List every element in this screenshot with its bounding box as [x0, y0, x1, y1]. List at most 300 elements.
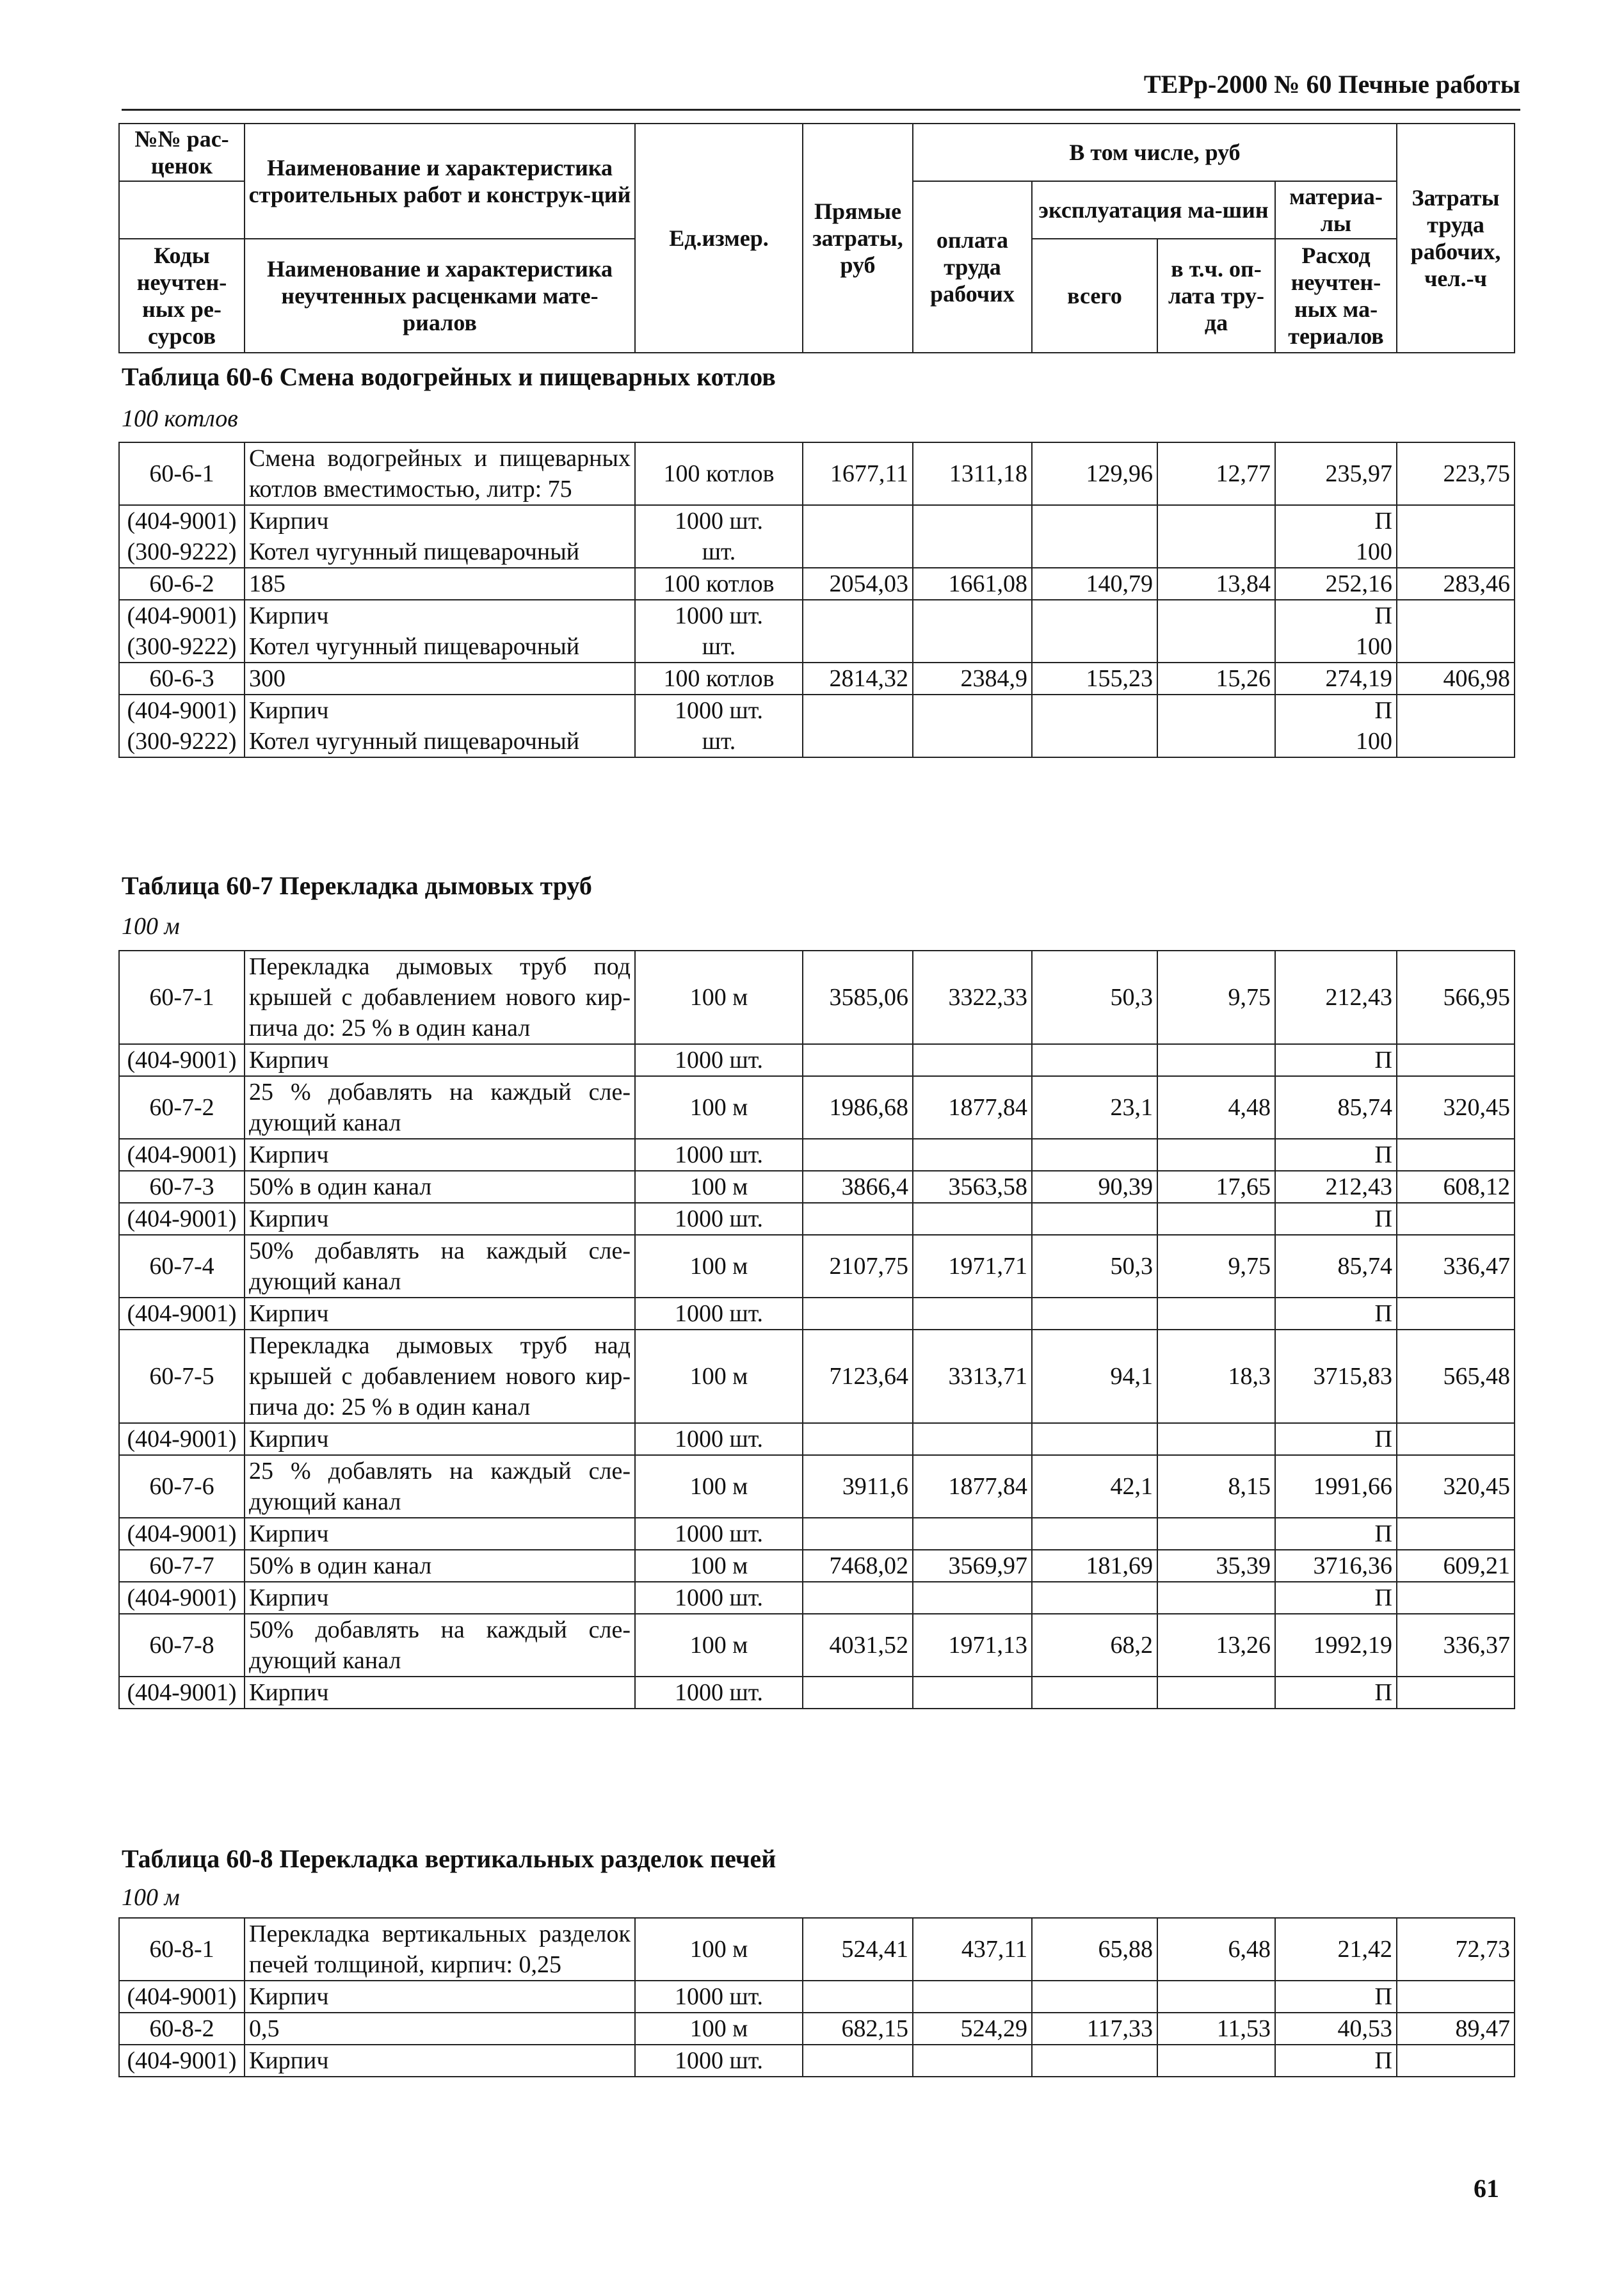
- cell-mach: [1032, 631, 1157, 663]
- cell-mach: [1032, 2045, 1157, 2077]
- cell-code: (300-9222): [119, 536, 245, 568]
- cell-mat: П: [1275, 1203, 1397, 1235]
- cell-unit: 100 м: [635, 1076, 803, 1139]
- cell-wages: 1661,08: [913, 568, 1032, 600]
- rate-row: [119, 1235, 1515, 1298]
- cell-mat: 100: [1275, 631, 1397, 663]
- cell-mat: 85,74: [1275, 1235, 1397, 1298]
- cell-name: Кирпич: [245, 1518, 635, 1550]
- cell-mat: П: [1275, 2045, 1397, 2077]
- cell-wages: [913, 1298, 1032, 1330]
- cell-labor: 283,46: [1397, 568, 1515, 600]
- cell-code: (404-9001): [119, 1044, 245, 1076]
- rate-row: [119, 1614, 1515, 1677]
- cell-mach: 140,79: [1032, 568, 1157, 600]
- cell-mach: 117,33: [1032, 2013, 1157, 2045]
- resource-row: [119, 631, 1515, 663]
- cell-wages: [913, 505, 1032, 536]
- cell-mach: [1032, 536, 1157, 568]
- cell-wages: 437,11: [913, 1918, 1032, 1981]
- cell-unit: 100 м: [635, 1235, 803, 1298]
- col-code-cont: [119, 181, 245, 239]
- cell-mat: П: [1275, 600, 1397, 631]
- resource-row: [119, 2045, 1515, 2077]
- cell-wages: [913, 1677, 1032, 1709]
- cell-direct: [803, 1518, 913, 1550]
- cell-mat: П: [1275, 1298, 1397, 1330]
- cell-unit: 100 м: [635, 1171, 803, 1203]
- cell-wages: [913, 2045, 1032, 2077]
- cell-name: 50% в один канал: [245, 1171, 635, 1203]
- cell-mat: П: [1275, 1423, 1397, 1455]
- cell-wages: 2384,9: [913, 663, 1032, 695]
- cell-labor: [1397, 1203, 1515, 1235]
- cell-mach: 42,1: [1032, 1455, 1157, 1518]
- cell-code: 60-6-3: [119, 663, 245, 695]
- cell-code: (404-9001): [119, 695, 245, 726]
- cell-name: Перекладка дымовых труб под крышей с добавлением нового кир-пича до: 25 % в один канал: [245, 951, 635, 1044]
- cell-labor: [1397, 1423, 1515, 1455]
- cell-mach-w: 9,75: [1157, 1235, 1275, 1298]
- cell-wages: [913, 536, 1032, 568]
- col-code: №№ рас-ценок: [119, 124, 245, 181]
- cell-mach-w: [1157, 536, 1275, 568]
- cell-code: 60-7-1: [119, 951, 245, 1044]
- cell-name: Смена водогрейных и пищеварных котлов вместимостью, литр: 75: [245, 442, 635, 505]
- resource-row: [119, 726, 1515, 757]
- cell-name: Кирпич: [245, 1677, 635, 1709]
- cell-direct: [803, 1677, 913, 1709]
- cell-unit: 100 м: [635, 1918, 803, 1981]
- cell-code: 60-7-4: [119, 1235, 245, 1298]
- cell-direct: 1677,11: [803, 442, 913, 505]
- rate-row: [119, 951, 1515, 1044]
- cell-mat: 1991,66: [1275, 1455, 1397, 1518]
- cell-code: (404-9001): [119, 1423, 245, 1455]
- cell-mach: 50,3: [1032, 951, 1157, 1044]
- cell-direct: 3866,4: [803, 1171, 913, 1203]
- cell-mach-w: [1157, 1203, 1275, 1235]
- table-caption: Таблица 60-7 Перекладка дымовых труб: [122, 871, 592, 900]
- resource-row: [119, 536, 1515, 568]
- cell-labor: 406,98: [1397, 663, 1515, 695]
- cell-direct: 3911,6: [803, 1455, 913, 1518]
- cell-direct: 524,41: [803, 1918, 913, 1981]
- table-unit: 100 м: [122, 913, 180, 940]
- cell-mat: П: [1275, 1139, 1397, 1171]
- cell-wages: 524,29: [913, 2013, 1032, 2045]
- cell-mach-w: 6,48: [1157, 1918, 1275, 1981]
- cell-name: 185: [245, 568, 635, 600]
- cell-mat: П: [1275, 1677, 1397, 1709]
- cell-mach: [1032, 1423, 1157, 1455]
- cell-name: Кирпич: [245, 1423, 635, 1455]
- resource-row: [119, 1203, 1515, 1235]
- col-res-code: Коды неучтен-ных ре-сурсов: [119, 239, 245, 353]
- cell-code: 60-6-1: [119, 442, 245, 505]
- column-header-table: [118, 123, 1515, 353]
- cell-name: Кирпич: [245, 1044, 635, 1076]
- cell-mach-w: [1157, 2045, 1275, 2077]
- cell-direct: [803, 695, 913, 726]
- cell-code: (404-9001): [119, 2045, 245, 2077]
- cell-labor: [1397, 1139, 1515, 1171]
- cell-code: (404-9001): [119, 1582, 245, 1614]
- cell-mach: [1032, 1582, 1157, 1614]
- cell-code: (404-9001): [119, 1203, 245, 1235]
- cell-labor: 320,45: [1397, 1076, 1515, 1139]
- cell-mach-w: 8,15: [1157, 1455, 1275, 1518]
- cell-direct: 1986,68: [803, 1076, 913, 1139]
- cell-mat: 40,53: [1275, 2013, 1397, 2045]
- cell-labor: 566,95: [1397, 951, 1515, 1044]
- cell-unit: шт.: [635, 726, 803, 757]
- cell-mat: 85,74: [1275, 1076, 1397, 1139]
- col-wages: оплата труда рабочих: [913, 181, 1032, 353]
- rate-row: [119, 1076, 1515, 1139]
- cell-unit: шт.: [635, 536, 803, 568]
- cell-labor: [1397, 600, 1515, 631]
- cell-unit: 1000 шт.: [635, 1677, 803, 1709]
- cell-mat: П: [1275, 1981, 1397, 2013]
- cell-mach: 65,88: [1032, 1918, 1157, 1981]
- cell-mat: П: [1275, 1582, 1397, 1614]
- cell-mach-w: [1157, 1423, 1275, 1455]
- cell-labor: [1397, 1677, 1515, 1709]
- cell-mat: 21,42: [1275, 1918, 1397, 1981]
- rate-row: [119, 442, 1515, 505]
- resource-row: [119, 505, 1515, 536]
- cell-mach-w: [1157, 1518, 1275, 1550]
- cell-code: (404-9001): [119, 1139, 245, 1171]
- cell-name: Кирпич: [245, 1981, 635, 2013]
- cell-code: 60-7-5: [119, 1330, 245, 1423]
- cell-mach-w: 12,77: [1157, 442, 1275, 505]
- page-header-title: ТЕРр-2000 № 60 Печные работы: [1143, 70, 1520, 99]
- cell-direct: 4031,52: [803, 1614, 913, 1677]
- cell-mach: 50,3: [1032, 1235, 1157, 1298]
- cell-mach-w: 18,3: [1157, 1330, 1275, 1423]
- cell-mat: 212,43: [1275, 951, 1397, 1044]
- cell-code: 60-7-7: [119, 1550, 245, 1582]
- cell-mat: 100: [1275, 536, 1397, 568]
- cell-unit: 1000 шт.: [635, 695, 803, 726]
- cell-mach: [1032, 505, 1157, 536]
- cell-wages: [913, 726, 1032, 757]
- cell-mach: 23,1: [1032, 1076, 1157, 1139]
- cell-mach-w: [1157, 1298, 1275, 1330]
- cell-mat: 212,43: [1275, 1171, 1397, 1203]
- page-number: 61: [1474, 2174, 1499, 2203]
- col-materials-sub: Расход неучтен-ных ма-териалов: [1275, 239, 1397, 353]
- rate-row: [119, 1918, 1515, 1981]
- cell-labor: [1397, 2045, 1515, 2077]
- col-machines: эксплуатация ма-шин: [1032, 181, 1275, 239]
- cell-wages: [913, 1044, 1032, 1076]
- cell-unit: 1000 шт.: [635, 1044, 803, 1076]
- cell-mach-w: [1157, 726, 1275, 757]
- col-res-name: Наименование и характеристика неучтенных расценками мате-риалов: [245, 239, 635, 353]
- cell-mat: 1992,19: [1275, 1614, 1397, 1677]
- cell-code: (300-9222): [119, 726, 245, 757]
- cell-name: Кирпич: [245, 505, 635, 536]
- cell-mach-w: 9,75: [1157, 951, 1275, 1044]
- cell-direct: 2107,75: [803, 1235, 913, 1298]
- cell-labor: 565,48: [1397, 1330, 1515, 1423]
- cell-unit: 100 м: [635, 1330, 803, 1423]
- cell-mach: 155,23: [1032, 663, 1157, 695]
- cell-name: Кирпич: [245, 2045, 635, 2077]
- cell-direct: 7468,02: [803, 1550, 913, 1582]
- cell-mat: 3715,83: [1275, 1330, 1397, 1423]
- cell-unit: 100 м: [635, 1455, 803, 1518]
- cell-wages: 1877,84: [913, 1455, 1032, 1518]
- cell-unit: 1000 шт.: [635, 1298, 803, 1330]
- cell-unit: 100 котлов: [635, 663, 803, 695]
- resource-row: [119, 1423, 1515, 1455]
- cell-unit: 100 м: [635, 2013, 803, 2045]
- cell-mach: 94,1: [1032, 1330, 1157, 1423]
- col-direct: Прямые затраты, руб: [803, 124, 913, 353]
- cell-mach: [1032, 695, 1157, 726]
- cell-name: Котел чугунный пищеварочный: [245, 631, 635, 663]
- cell-wages: [913, 600, 1032, 631]
- cell-unit: шт.: [635, 631, 803, 663]
- cell-name: 0,5: [245, 2013, 635, 2045]
- cell-direct: [803, 1298, 913, 1330]
- cell-name: 50% добавлять на каждый сле-дующий канал: [245, 1614, 635, 1677]
- rate-row: [119, 2013, 1515, 2045]
- cell-mach: [1032, 1518, 1157, 1550]
- cell-name: 50% добавлять на каждый сле-дующий канал: [245, 1235, 635, 1298]
- cell-direct: 682,15: [803, 2013, 913, 2045]
- cell-labor: [1397, 1582, 1515, 1614]
- cell-direct: [803, 631, 913, 663]
- col-name: Наименование и характеристика строительных работ и конструк-ций: [245, 124, 635, 239]
- cell-labor: 223,75: [1397, 442, 1515, 505]
- cell-direct: [803, 726, 913, 757]
- cell-mach: [1032, 1044, 1157, 1076]
- rate-row: [119, 663, 1515, 695]
- table-unit: 100 м: [122, 1884, 180, 1911]
- cell-labor: 320,45: [1397, 1455, 1515, 1518]
- cell-code: 60-7-3: [119, 1171, 245, 1203]
- cell-wages: [913, 1582, 1032, 1614]
- rates-table-60-6: [118, 442, 1515, 758]
- cell-labor: [1397, 1298, 1515, 1330]
- cell-direct: [803, 1139, 913, 1171]
- cell-mat: 252,16: [1275, 568, 1397, 600]
- rate-row: [119, 1550, 1515, 1582]
- cell-mach-w: [1157, 1677, 1275, 1709]
- cell-mach-w: [1157, 1044, 1275, 1076]
- cell-mach-w: 11,53: [1157, 2013, 1275, 2045]
- cell-wages: [913, 695, 1032, 726]
- cell-name: Кирпич: [245, 600, 635, 631]
- cell-mach: 68,2: [1032, 1614, 1157, 1677]
- table-unit: 100 котлов: [122, 405, 238, 432]
- cell-code: (404-9001): [119, 505, 245, 536]
- cell-labor: 608,12: [1397, 1171, 1515, 1203]
- cell-code: (404-9001): [119, 1677, 245, 1709]
- cell-mach-w: 4,48: [1157, 1076, 1275, 1139]
- cell-name: Кирпич: [245, 1139, 635, 1171]
- cell-mat: П: [1275, 1518, 1397, 1550]
- cell-unit: 100 котлов: [635, 568, 803, 600]
- cell-labor: [1397, 695, 1515, 726]
- cell-name: Перекладка дымовых труб над крышей с добавлением нового кир-пича до: 25 % в один канал: [245, 1330, 635, 1423]
- cell-unit: 100 м: [635, 1614, 803, 1677]
- cell-wages: [913, 1139, 1032, 1171]
- rate-row: [119, 1330, 1515, 1423]
- cell-wages: 3313,71: [913, 1330, 1032, 1423]
- cell-labor: [1397, 1044, 1515, 1076]
- cell-unit: 1000 шт.: [635, 1582, 803, 1614]
- rates-table-60-7: [118, 950, 1515, 1709]
- cell-labor: 72,73: [1397, 1918, 1515, 1981]
- cell-direct: 2054,03: [803, 568, 913, 600]
- cell-direct: [803, 1423, 913, 1455]
- cell-wages: [913, 1518, 1032, 1550]
- cell-name: Перекладка вертикальных разделок печей толщиной, кирпич: 0,25: [245, 1918, 635, 1981]
- cell-labor: [1397, 505, 1515, 536]
- cell-unit: 100 м: [635, 951, 803, 1044]
- cell-wages: 3563,58: [913, 1171, 1032, 1203]
- cell-labor: 89,47: [1397, 2013, 1515, 2045]
- cell-mach: [1032, 1298, 1157, 1330]
- col-materials: материа-лы: [1275, 181, 1397, 239]
- cell-labor: [1397, 1981, 1515, 2013]
- cell-code: 60-8-1: [119, 1918, 245, 1981]
- cell-code: 60-7-8: [119, 1614, 245, 1677]
- cell-wages: 1311,18: [913, 442, 1032, 505]
- cell-code: 60-8-2: [119, 2013, 245, 2045]
- resource-row: [119, 1582, 1515, 1614]
- rate-row: [119, 1455, 1515, 1518]
- cell-wages: [913, 1423, 1032, 1455]
- cell-mach-w: 13,84: [1157, 568, 1275, 600]
- cell-mat: 3716,36: [1275, 1550, 1397, 1582]
- cell-labor: [1397, 536, 1515, 568]
- cell-unit: 1000 шт.: [635, 1981, 803, 2013]
- cell-code: (404-9001): [119, 600, 245, 631]
- cell-mat: 235,97: [1275, 442, 1397, 505]
- table-caption: Таблица 60-8 Перекладка вертикальных разделок печей: [122, 1844, 776, 1873]
- resource-row: [119, 1518, 1515, 1550]
- col-labor: Затраты труда рабочих, чел.-ч: [1397, 124, 1515, 353]
- cell-mach: 181,69: [1032, 1550, 1157, 1582]
- cell-mach-w: [1157, 1981, 1275, 2013]
- cell-labor: 336,37: [1397, 1614, 1515, 1677]
- cell-mat: П: [1275, 695, 1397, 726]
- cell-direct: 2814,32: [803, 663, 913, 695]
- cell-mach-w: 15,26: [1157, 663, 1275, 695]
- cell-code: 60-7-6: [119, 1455, 245, 1518]
- cell-direct: [803, 1582, 913, 1614]
- cell-mach: 129,96: [1032, 442, 1157, 505]
- cell-name: 50% в один канал: [245, 1550, 635, 1582]
- cell-name: 300: [245, 663, 635, 695]
- cell-direct: [803, 1981, 913, 2013]
- col-machines-wages: в т.ч. оп-лата тру-да: [1157, 239, 1275, 353]
- cell-labor: [1397, 1518, 1515, 1550]
- cell-direct: [803, 505, 913, 536]
- rate-row: [119, 568, 1515, 600]
- cell-labor: [1397, 726, 1515, 757]
- cell-unit: 1000 шт.: [635, 1139, 803, 1171]
- resource-row: [119, 1298, 1515, 1330]
- cell-mach: 90,39: [1032, 1171, 1157, 1203]
- cell-mat: П: [1275, 1044, 1397, 1076]
- cell-direct: [803, 2045, 913, 2077]
- cell-name: Кирпич: [245, 695, 635, 726]
- cell-code: (404-9001): [119, 1981, 245, 2013]
- cell-mach-w: [1157, 695, 1275, 726]
- cell-mach-w: 35,39: [1157, 1550, 1275, 1582]
- cell-name: Кирпич: [245, 1203, 635, 1235]
- cell-direct: [803, 600, 913, 631]
- cell-code: (300-9222): [119, 631, 245, 663]
- cell-unit: 100 м: [635, 1550, 803, 1582]
- rate-row: [119, 1171, 1515, 1203]
- cell-mach-w: [1157, 1582, 1275, 1614]
- resource-row: [119, 1677, 1515, 1709]
- cell-mach-w: [1157, 600, 1275, 631]
- cell-wages: 1971,71: [913, 1235, 1032, 1298]
- cell-wages: 3322,33: [913, 951, 1032, 1044]
- cell-mat: 100: [1275, 726, 1397, 757]
- col-unit: Ед.измер.: [635, 124, 803, 353]
- cell-wages: [913, 631, 1032, 663]
- col-machines-total: всего: [1032, 239, 1157, 353]
- cell-name: Кирпич: [245, 1298, 635, 1330]
- cell-mat: 274,19: [1275, 663, 1397, 695]
- cell-mach: [1032, 600, 1157, 631]
- cell-mach: [1032, 1981, 1157, 2013]
- cell-code: (404-9001): [119, 1298, 245, 1330]
- cell-mach-w: [1157, 631, 1275, 663]
- cell-code: (404-9001): [119, 1518, 245, 1550]
- cell-code: 60-6-2: [119, 568, 245, 600]
- cell-name: Котел чугунный пищеварочный: [245, 726, 635, 757]
- resource-row: [119, 1139, 1515, 1171]
- cell-mach: [1032, 1139, 1157, 1171]
- cell-direct: [803, 536, 913, 568]
- resource-row: [119, 695, 1515, 726]
- cell-mat: П: [1275, 505, 1397, 536]
- cell-mach-w: [1157, 1139, 1275, 1171]
- cell-mach-w: 17,65: [1157, 1171, 1275, 1203]
- cell-unit: 100 котлов: [635, 442, 803, 505]
- cell-direct: 7123,64: [803, 1330, 913, 1423]
- cell-name: 25 % добавлять на каждый сле-дующий канал: [245, 1455, 635, 1518]
- cell-mach-w: [1157, 505, 1275, 536]
- cell-labor: 609,21: [1397, 1550, 1515, 1582]
- cell-name: Кирпич: [245, 1582, 635, 1614]
- cell-name: 25 % добавлять на каждый сле-дующий канал: [245, 1076, 635, 1139]
- cell-code: 60-7-2: [119, 1076, 245, 1139]
- cell-wages: [913, 1981, 1032, 2013]
- cell-direct: [803, 1203, 913, 1235]
- cell-mach: [1032, 1677, 1157, 1709]
- page-header: [122, 69, 1520, 111]
- cell-direct: [803, 1044, 913, 1076]
- col-incl: В том числе, руб: [913, 124, 1397, 181]
- cell-unit: 1000 шт.: [635, 1203, 803, 1235]
- cell-direct: 3585,06: [803, 951, 913, 1044]
- cell-unit: 1000 шт.: [635, 1518, 803, 1550]
- cell-unit: 1000 шт.: [635, 505, 803, 536]
